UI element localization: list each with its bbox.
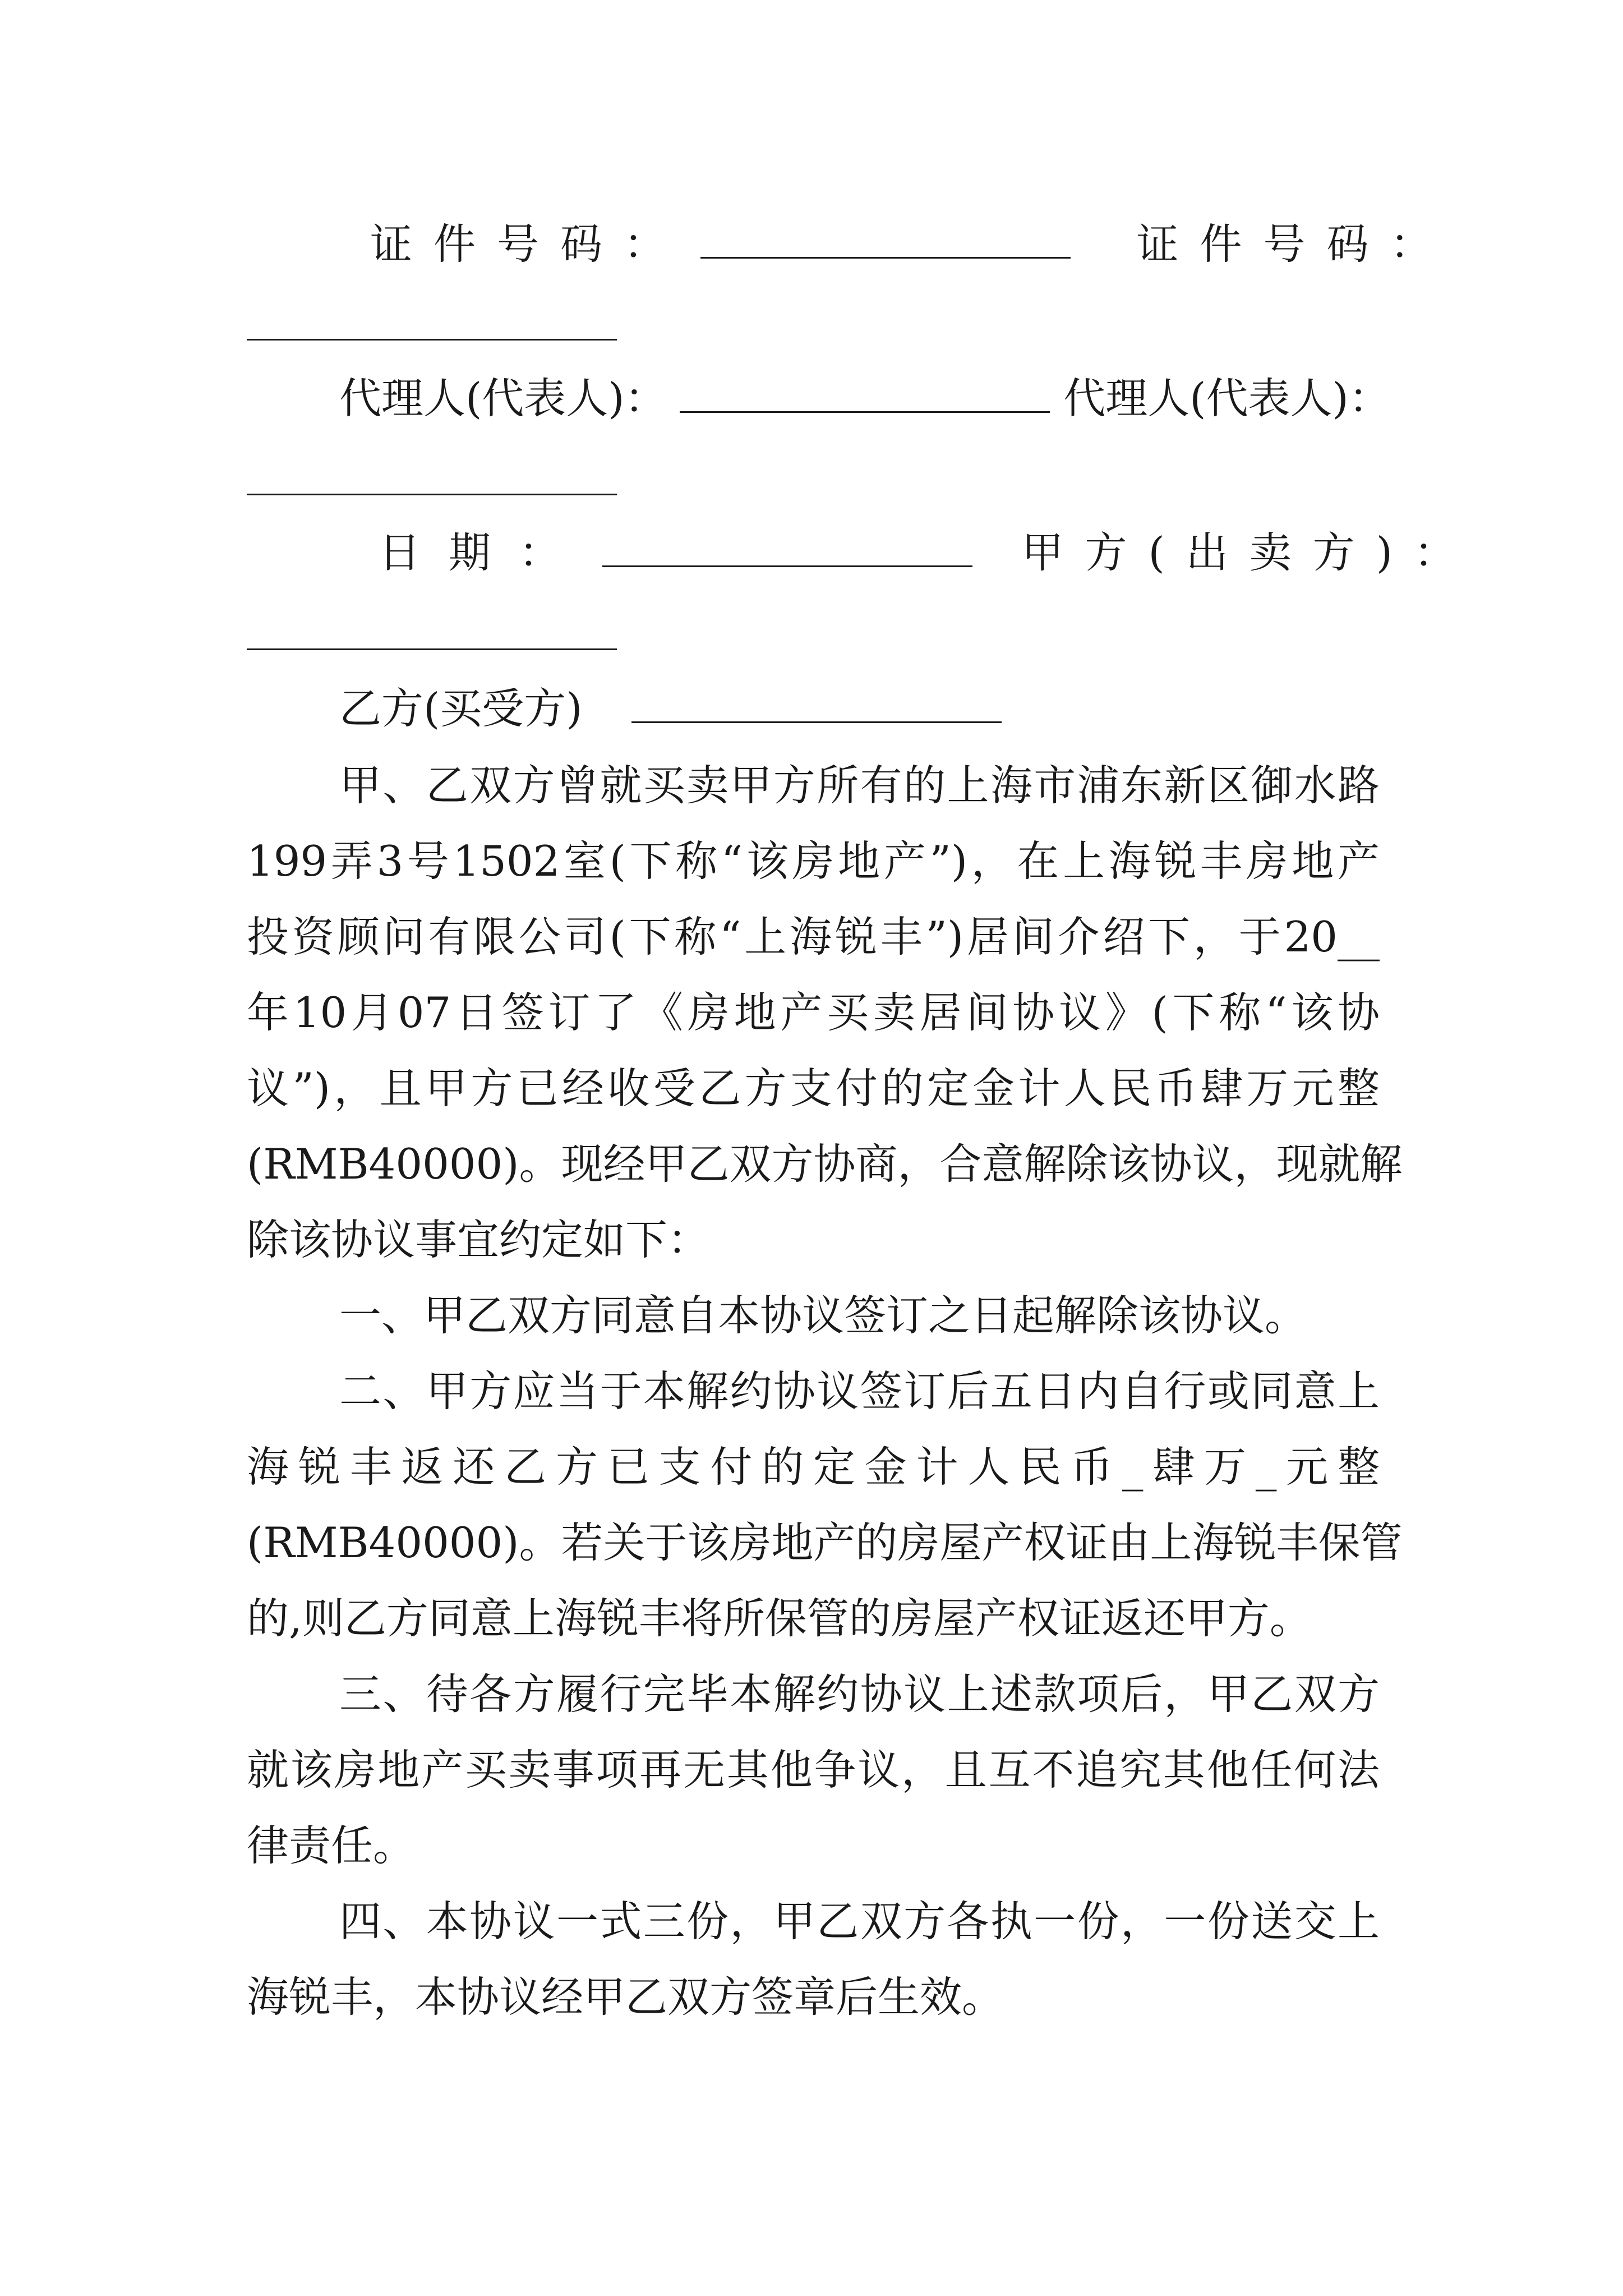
id-number-blank-left[interactable] xyxy=(700,223,1071,259)
intro-line: 年10月07日签订了《房地产买卖居间协议》(下称“该协 xyxy=(247,988,1380,1037)
id-number-label-right: 证件号码： xyxy=(1136,219,1454,269)
id-number-row xyxy=(370,219,1454,269)
clause-1-line: 一、甲乙双方同意自本协议签订之日起解除该协议。 xyxy=(339,1291,1307,1340)
agent-blank-right[interactable] xyxy=(247,494,617,495)
intro-line: (RMB40000)。现经甲乙双方协商，合意解除该协议，现就解 xyxy=(247,1139,1403,1189)
agent-row xyxy=(339,373,1391,424)
party-a-blank[interactable] xyxy=(247,648,617,650)
id-number-blank-right[interactable] xyxy=(247,339,617,341)
intro-line: 199弄3号1502室(下称“该房地产”)，在上海锐丰房地产 xyxy=(247,836,1380,886)
clause-4-line: 海锐丰，本协议经甲乙双方签章后生效。 xyxy=(247,1972,1004,2022)
date-row xyxy=(379,527,1478,578)
clause-4-line: 四、本协议一式三份，甲乙双方各执一份，一份送交上 xyxy=(339,1897,1380,1946)
date-label: 日期： xyxy=(379,528,589,577)
agent-blank-left[interactable] xyxy=(680,378,1050,413)
party-b-label: 乙方(买受方) xyxy=(339,684,583,733)
date-blank[interactable] xyxy=(602,532,972,567)
clause-2-line: 二、甲方应当于本解约协议签订后五日内自行或同意上 xyxy=(339,1366,1380,1416)
intro-line: 投资顾问有限公司(下称“上海锐丰”)居间介绍下，于20__ xyxy=(247,912,1380,961)
clause-3-line: 律责任。 xyxy=(247,1821,416,1870)
clause-2-line: 海锐丰返还乙方已支付的定金计人民币_肆万_元整 xyxy=(247,1442,1380,1492)
clause-2-line: 的,则乙方同意上海锐丰将所保管的房屋产权证返还甲方。 xyxy=(247,1594,1312,1643)
clause-3-line: 就该房地产买卖事项再无其他争议，且互不追究其他任何法 xyxy=(247,1745,1380,1795)
clause-3-line: 三、待各方履行完毕本解约协议上述款项后，甲乙双方 xyxy=(339,1669,1380,1719)
intro-line: 议”)，且甲方已经收受乙方支付的定金计人民币肆万元整 xyxy=(247,1064,1380,1113)
party-a-label: 甲方(出卖方)： xyxy=(1021,528,1478,577)
id-number-label-left: 证件号码： xyxy=(370,219,688,269)
intro-line: 甲、乙双方曾就买卖甲方所有的上海市浦东新区御水路 xyxy=(339,761,1380,810)
clause-2-line: (RMB40000)。若关于该房地产的房屋产权证由上海锐丰保管 xyxy=(247,1518,1403,1567)
party-b-row xyxy=(339,683,1382,734)
agent-label-left: 代理人(代表人)： xyxy=(339,374,667,423)
party-b-blank[interactable] xyxy=(631,688,1002,723)
intro-line: 除该协议事宜约定如下： xyxy=(247,1215,710,1264)
agent-label-right: 代理人(代表人)： xyxy=(1063,374,1391,423)
